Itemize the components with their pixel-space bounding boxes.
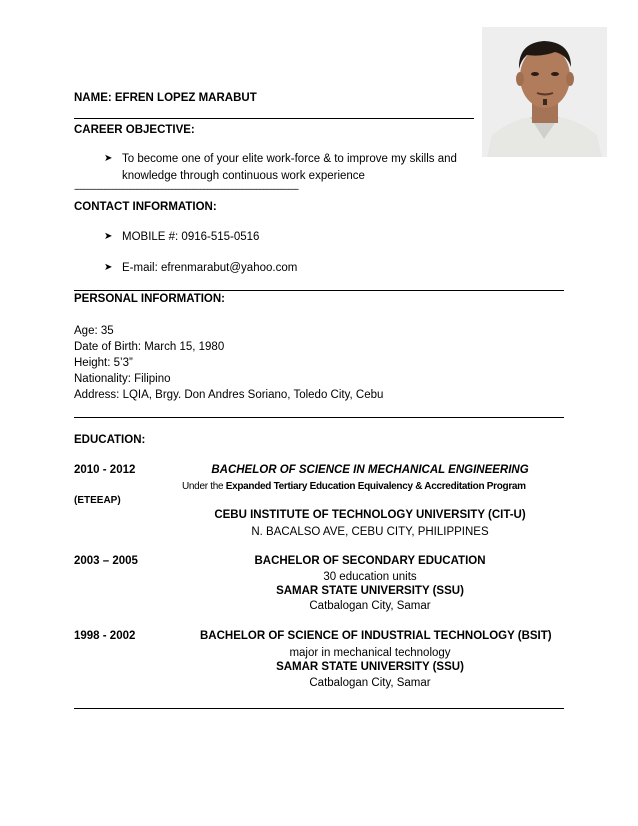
personal-information-heading: PERSONAL INFORMATION: bbox=[74, 293, 225, 305]
contact-information-heading: CONTACT INFORMATION: bbox=[74, 201, 217, 213]
education-years-3: 1998 - 2002 bbox=[74, 630, 136, 642]
contact-divider bbox=[74, 290, 564, 291]
education-degree-1: BACHELOR OF SCIENCE IN MECHANICAL ENGINEERING bbox=[211, 464, 529, 476]
education-divider bbox=[74, 708, 564, 709]
contact-mobile: MOBILE #: 0916-515-0516 bbox=[122, 231, 260, 243]
education-degree-3: BACHELOR OF SCIENCE OF INDUSTRIAL TECHNOLOGY (BSIT) bbox=[200, 630, 552, 642]
education-school-1: CEBU INSTITUTE OF TECHNOLOGY UNIVERSITY (CIT-U) bbox=[214, 509, 526, 521]
education-school-3: SAMAR STATE UNIVERSITY (SSU) bbox=[276, 661, 464, 673]
education-years-2: 2003 – 2005 bbox=[74, 555, 138, 567]
career-objective-text-line1: To become one of your elite work-force & to improve my skills and bbox=[122, 153, 457, 165]
education-program-1 bbox=[182, 481, 526, 492]
portrait-image bbox=[482, 27, 607, 157]
personal-divider bbox=[74, 417, 564, 418]
applicant-photo bbox=[482, 27, 607, 157]
personal-address: Address: LQIA, Brgy. Don Andres Soriano, Toledo City, Cebu bbox=[74, 389, 384, 401]
career-objective-heading: CAREER OBJECTIVE: bbox=[74, 124, 195, 136]
education-heading: EDUCATION: bbox=[74, 434, 146, 446]
dashed-separator: ---------------------------------------------------------------------------------------------------------------------------------------------------------------- bbox=[74, 184, 298, 194]
education-detail-2: 30 education units bbox=[323, 571, 417, 583]
education-location-3: Catbalogan City, Samar bbox=[309, 677, 431, 689]
education-detail-3: major in mechanical technology bbox=[289, 647, 451, 659]
education-program-prefix: Under the bbox=[182, 481, 226, 492]
name-divider bbox=[74, 118, 474, 119]
education-school-2: SAMAR STATE UNIVERSITY (SSU) bbox=[276, 585, 464, 597]
bullet-arrow-icon: ➤ bbox=[104, 153, 113, 164]
education-degree-2: BACHELOR OF SECONDARY EDUCATION bbox=[254, 555, 486, 567]
personal-age: Age: 35 bbox=[74, 325, 114, 337]
personal-nationality: Nationality: Filipino bbox=[74, 373, 171, 385]
education-location-1: N. BACALSO AVE, CEBU CITY, PHILIPPINES bbox=[251, 526, 489, 538]
bullet-arrow-icon: ➤ bbox=[104, 262, 113, 273]
education-location-2: Catbalogan City, Samar bbox=[309, 600, 431, 612]
applicant-name: NAME: EFREN LOPEZ MARABUT bbox=[74, 92, 257, 104]
personal-height: Height: 5’3” bbox=[74, 357, 133, 369]
bullet-arrow-icon: ➤ bbox=[104, 231, 113, 242]
contact-email: E-mail: efrenmarabut@yahoo.com bbox=[122, 262, 298, 274]
career-objective-text-line2: knowledge through continuous work experience bbox=[122, 170, 365, 182]
personal-date-of-birth: Date of Birth: March 15, 1980 bbox=[74, 341, 225, 353]
education-years-1: 2010 - 2012 bbox=[74, 464, 136, 476]
education-program-name: Expanded Tertiary Education Equivalency & Accreditation Program bbox=[225, 481, 526, 492]
education-program-code-1: (ETEEAP) bbox=[74, 495, 121, 506]
